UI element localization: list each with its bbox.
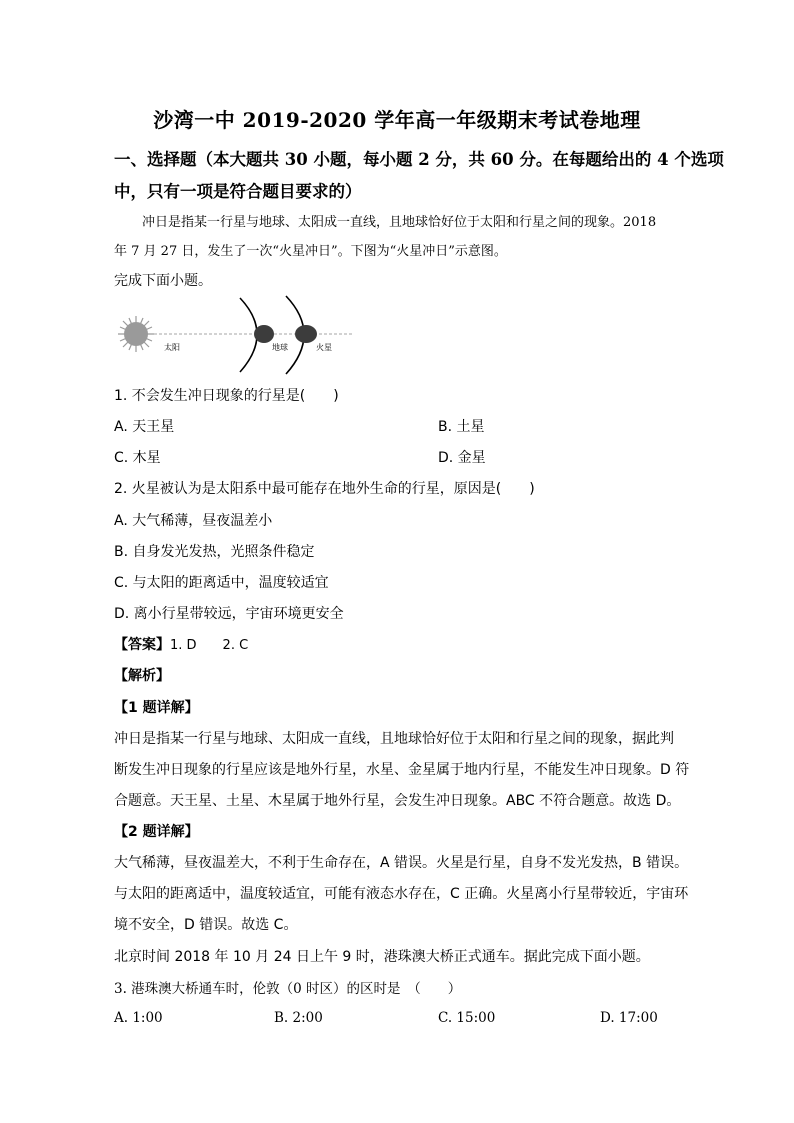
section-heading-line2: 中，只有一项是符合题目要求的） [114, 182, 362, 201]
passage-line1: 冲日是指某一行星与地球、太阳成一直线，且地球恰好位于太阳和行星之间的现象。2018 [142, 215, 657, 230]
mars-icon [295, 325, 317, 343]
detail1-line2: 断发生冲日现象的行星应该是地外行星，水星、金星属于地内行星，不能发生冲日现象。D 符 [114, 762, 690, 778]
mars-opposition-diagram [114, 292, 364, 376]
detail2-line1: 大气稀薄，昼夜温差大，不利于生命存在，A 错误。火星是行星，自身不发光发热，B 错误。 [114, 855, 689, 871]
q1-stem: 1. 不会发生冲日现象的行星是( ) [114, 388, 339, 404]
q2-option-d: D. 离小行星带较远，宇宙环境更安全 [114, 606, 344, 622]
passage-line2: 年 7 月 27 日，发生了一次“火星冲日”。下图为“火星冲日”示意图。 [114, 244, 507, 259]
detail2-label: 【2 题详解】 [114, 824, 199, 840]
earth-label: 地球 [272, 343, 288, 352]
analysis-label: 【解析】 [114, 668, 170, 684]
q1-option-d: D. 金星 [438, 450, 486, 466]
detail1-line1: 冲日是指某一行星与地球、太阳成一直线，且地球恰好位于太阳和行星之间的现象，据此判 [114, 731, 674, 747]
q3-stem: 3. 港珠澳大桥通车时，伦敦（0 时区）的区时是 （ ） [114, 981, 462, 997]
answer-line [114, 634, 248, 654]
q2-option-a: A. 大气稀薄，昼夜温差小 [114, 513, 273, 529]
q1-option-b: B. 土星 [438, 419, 485, 435]
page-title: 沙湾一中 2019-2020 学年高一年级期末考试卷地理 [153, 108, 641, 132]
detail2-line2: 与太阳的距离适中，温度较适宜，可能有液态水存在，C 正确。火星离小行星带较近，宇宙环 [114, 886, 689, 902]
answer-label: 【答案】 [114, 637, 170, 653]
detail1-label: 【1 题详解】 [114, 700, 199, 716]
sun-label: 太阳 [164, 343, 180, 352]
passage-line3: 完成下面小题。 [114, 273, 212, 289]
section-heading-line1: 一、选择题（本大题共 30 小题，每小题 2 分，共 60 分。在每题给出的 4 个选项 [114, 150, 724, 169]
q3-option-b: B. 2:00 [274, 1010, 323, 1026]
q3-option-d: D. 17:00 [600, 1010, 658, 1026]
q2-option-c: C. 与太阳的距离适中，温度较适宜 [114, 575, 329, 591]
q1-option-c: C. 木星 [114, 450, 161, 466]
earth-icon [254, 325, 274, 343]
q2-option-b: B. 自身发光发热，光照条件稳定 [114, 544, 315, 560]
q2-stem: 2. 火星被认为是太阳系中最可能存在地外生命的行星，原因是( ) [114, 481, 535, 497]
passage2: 北京时间 2018 年 10 月 24 日上午 9 时，港珠澳大桥正式通车。据此完成下面小题。 [114, 949, 650, 965]
answer-value: 1. D 2. C [170, 638, 249, 653]
mars-label: 火星 [316, 343, 332, 352]
detail1-line3: 合题意。天王星、土星、木星属于地外行星，会发生冲日现象。ABC 不符合题意。故选 D。 [114, 793, 681, 809]
detail2-line3: 境不安全，D 错误。故选 C。 [114, 917, 298, 933]
q1-option-a: A. 天王星 [114, 419, 175, 435]
q3-option-a: A. 1:00 [114, 1010, 163, 1026]
q3-option-c: C. 15:00 [438, 1010, 496, 1026]
sun-icon [118, 316, 154, 352]
